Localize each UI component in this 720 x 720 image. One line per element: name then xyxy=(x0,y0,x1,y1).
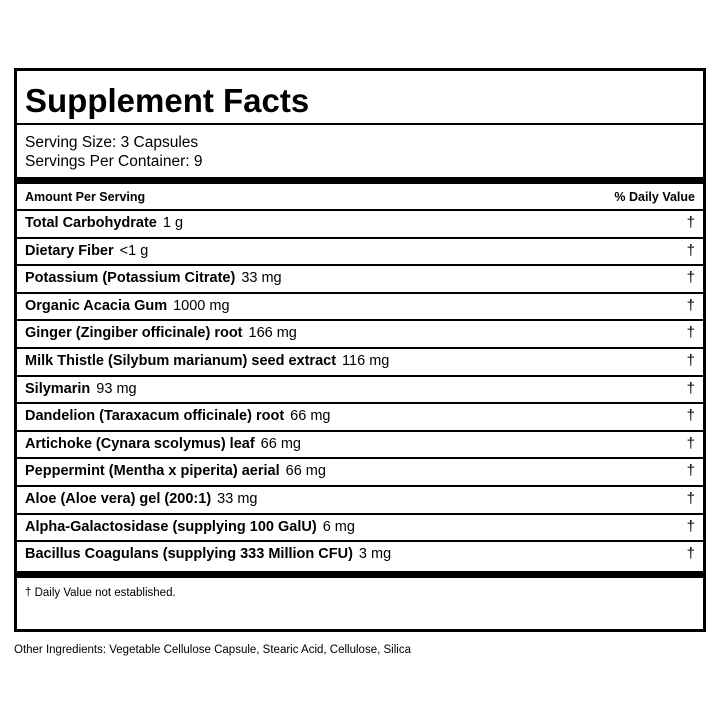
nutrient-row xyxy=(25,320,695,346)
supplement-facts-panel xyxy=(14,68,706,632)
daily-value-label: % Daily Value xyxy=(614,190,695,204)
nutrient-name: Milk Thistle (Silybum marianum) seed extract xyxy=(25,353,337,369)
nutrient-daily-value: † xyxy=(686,517,695,535)
nutrient-name: Silymarin xyxy=(25,380,91,397)
nutrient-daily-value: † xyxy=(686,379,695,397)
bottom-divider-thick xyxy=(17,571,703,578)
nutrient-row xyxy=(25,458,695,484)
nutrient-amount: 6 mg xyxy=(322,518,355,535)
nutrient-amount: 166 mg xyxy=(248,325,297,342)
nutrient-row xyxy=(25,238,695,264)
nutrient-row xyxy=(25,210,695,236)
servings-per-container: Servings Per Container: 9 xyxy=(25,153,203,170)
nutrient-row xyxy=(25,265,695,291)
amount-header-row xyxy=(25,186,695,208)
nutrient-amount: 93 mg xyxy=(96,380,137,397)
nutrient-amount: 1000 mg xyxy=(173,297,230,314)
nutrient-amount: 33 mg xyxy=(241,270,282,287)
nutrient-amount: 116 mg xyxy=(342,353,390,369)
nutrient-amount: 1 g xyxy=(162,215,184,231)
daily-value-footnote: † Daily Value not established. xyxy=(25,587,176,599)
nutrient-amount: 66 mg xyxy=(285,463,326,480)
nutrient-row xyxy=(25,541,695,567)
nutrient-daily-value: † xyxy=(686,490,695,507)
nutrient-amount: <1 g xyxy=(119,242,149,259)
amount-per-serving-label: Amount Per Serving xyxy=(25,190,146,204)
nutrient-row xyxy=(25,431,695,457)
nutrient-row xyxy=(25,514,695,540)
nutrient-daily-value: † xyxy=(686,434,695,452)
nutrient-row xyxy=(25,403,695,429)
nutrient-daily-value: † xyxy=(686,324,695,342)
nutrient-name: Potassium (Potassium Citrate) xyxy=(25,270,236,287)
nutrient-name: Bacillus Coagulans (supplying 333 Million CFU) xyxy=(25,546,353,563)
nutrient-amount: 33 mg xyxy=(217,491,258,507)
nutrient-daily-value: † xyxy=(686,462,695,480)
serving-size: Serving Size: 3 Capsules xyxy=(25,134,199,151)
nutrient-daily-value: † xyxy=(686,545,695,563)
nutrient-daily-value: † xyxy=(686,241,695,259)
nutrient-name: Ginger (Zingiber officinale) root xyxy=(25,325,243,342)
nutrient-name: Dietary Fiber xyxy=(25,242,114,259)
nutrient-name: Alpha-Galactosidase (supplying 100 GalU) xyxy=(25,518,317,535)
nutrient-row xyxy=(25,486,695,512)
nutrient-name: Dandelion (Taraxacum officinale) root xyxy=(25,408,285,425)
nutrient-row xyxy=(25,293,695,319)
nutrient-name: Organic Acacia Gum xyxy=(25,297,168,314)
nutrient-daily-value: † xyxy=(686,407,695,425)
facts-title: Supplement Facts xyxy=(25,82,310,119)
nutrient-daily-value: † xyxy=(686,214,695,231)
nutrient-name: Total Carbohydrate xyxy=(25,215,157,231)
nutrient-amount: 66 mg xyxy=(260,435,301,452)
nutrient-daily-value: † xyxy=(686,269,695,287)
nutrient-name: Peppermint (Mentha x piperita) aerial xyxy=(25,463,280,480)
nutrient-daily-value: † xyxy=(686,352,695,369)
title-divider xyxy=(17,123,703,125)
nutrient-amount: 66 mg xyxy=(290,408,331,425)
serving-divider-thick xyxy=(17,177,703,184)
nutrient-row xyxy=(25,376,695,402)
nutrient-name: Artichoke (Cynara scolymus) leaf xyxy=(25,435,255,452)
nutrient-name: Aloe (Aloe vera) gel (200:1) xyxy=(25,491,212,507)
nutrient-row xyxy=(25,348,695,374)
other-ingredients: Other Ingredients: Vegetable Cellulose Capsule, Stearic Acid, Cellulose, Silica xyxy=(14,644,411,656)
nutrient-daily-value: † xyxy=(686,296,695,314)
nutrient-amount: 3 mg xyxy=(358,546,392,563)
